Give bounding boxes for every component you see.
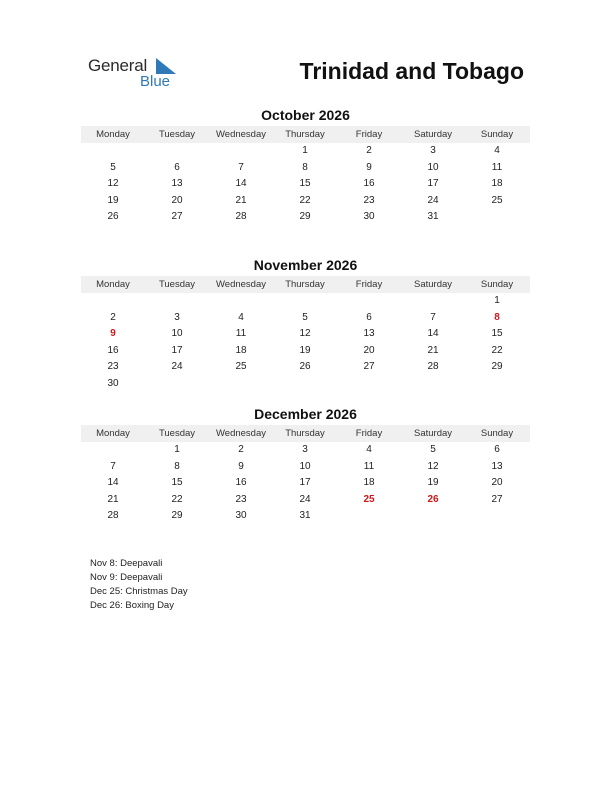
day-cell: 7 [238, 161, 244, 173]
day-cell: 1 [494, 295, 500, 306]
day-cell: 28 [427, 361, 439, 372]
empty-day-cell [273, 376, 337, 393]
day-cell: 30 [363, 211, 375, 222]
day-cell: 14 [235, 178, 247, 189]
day-cell: 26 [299, 361, 311, 372]
day-cell: 31 [299, 510, 311, 521]
month-november [81, 256, 530, 392]
weekday-label: Tuesday [158, 428, 196, 439]
day-cell: 11 [491, 161, 503, 173]
empty-day-cell [337, 376, 401, 393]
holiday-day-cell: 25 [363, 493, 375, 505]
day-cell: 5 [302, 311, 308, 323]
empty-day-cell [81, 293, 145, 310]
day-cell: 11 [363, 460, 375, 472]
day-cell: 22 [171, 493, 183, 505]
holiday-note: Dec 26: Boxing Day [90, 600, 174, 611]
day-cell: 30 [107, 377, 119, 389]
day-cell: 17 [427, 178, 439, 189]
day-cell: 20 [171, 194, 183, 206]
week-row [81, 492, 530, 509]
empty-day-cell [401, 293, 465, 310]
day-cell: 14 [107, 477, 119, 488]
weekday-header-row [81, 126, 530, 143]
weekday-label: Saturday [413, 428, 453, 439]
day-cell: 27 [171, 211, 183, 222]
holiday-notes [90, 557, 188, 613]
month-title: November 2026 [253, 257, 358, 273]
empty-day-cell [465, 209, 529, 226]
weekday-label: Tuesday [158, 279, 196, 290]
day-cell: 23 [363, 194, 375, 206]
weekday-label: Friday [355, 129, 383, 140]
month-title: October 2026 [261, 107, 350, 123]
week-row [81, 376, 530, 393]
weekday-label: Friday [355, 428, 383, 439]
day-cell: 17 [171, 344, 183, 356]
country-title: Trinidad and Tobago [299, 58, 524, 84]
week-row [81, 176, 530, 193]
day-cell: 14 [427, 328, 439, 339]
empty-day-cell [145, 376, 209, 393]
week-row [81, 326, 530, 343]
day-cell: 12 [299, 328, 311, 339]
day-cell: 19 [107, 194, 119, 206]
empty-day-cell [145, 293, 209, 310]
month-october [81, 106, 530, 226]
day-cell: 17 [299, 477, 311, 488]
holiday-note: Nov 9: Deepavali [90, 572, 163, 583]
empty-day-cell [209, 293, 273, 310]
day-cell: 13 [363, 328, 375, 339]
day-cell: 7 [110, 460, 116, 472]
empty-day-cell [401, 376, 465, 393]
day-cell: 20 [363, 344, 375, 356]
day-cell: 28 [235, 211, 247, 222]
day-cell: 24 [427, 194, 439, 206]
weekday-label: Saturday [413, 279, 453, 290]
logo-flag-icon [156, 58, 176, 74]
empty-day-cell [337, 508, 401, 525]
day-cell: 2 [238, 444, 244, 455]
day-cell: 13 [491, 460, 503, 472]
empty-day-cell [209, 143, 273, 160]
weekday-label: Monday [96, 428, 130, 439]
empty-day-cell [401, 508, 465, 525]
day-cell: 27 [491, 493, 503, 505]
weekday-label: Wednesday [216, 428, 266, 439]
day-cell: 15 [299, 178, 311, 189]
day-cell: 19 [299, 344, 311, 356]
weekday-label: Thursday [285, 129, 325, 140]
day-cell: 26 [107, 211, 119, 222]
day-cell: 4 [366, 444, 372, 455]
day-cell: 25 [235, 361, 247, 372]
holiday-day-cell: 9 [110, 328, 116, 339]
holiday-day-cell: 8 [494, 311, 500, 323]
day-cell: 21 [427, 344, 439, 356]
weekday-label: Sunday [480, 279, 514, 290]
day-cell: 12 [107, 178, 119, 189]
day-cell: 24 [299, 493, 311, 505]
day-cell: 7 [430, 311, 436, 323]
weekday-label: Wednesday [216, 129, 266, 140]
day-cell: 18 [363, 477, 375, 488]
weekday-label: Monday [96, 129, 130, 140]
day-cell: 2 [366, 145, 372, 156]
day-cell: 15 [171, 477, 183, 488]
weekday-header-row [81, 276, 530, 293]
day-cell: 29 [491, 361, 503, 372]
day-cell: 29 [299, 211, 311, 222]
week-row [81, 310, 530, 327]
month-title: December 2026 [254, 406, 357, 422]
weekday-label: Saturday [413, 129, 453, 140]
weekday-label: Sunday [480, 129, 514, 140]
day-cell: 5 [110, 161, 116, 173]
empty-day-cell [337, 293, 401, 310]
day-cell: 21 [107, 493, 119, 505]
weekday-label: Tuesday [158, 129, 196, 140]
day-cell: 10 [299, 460, 311, 472]
day-cell: 6 [366, 311, 372, 323]
week-row [81, 209, 530, 226]
week-row [81, 343, 530, 360]
weekday-label: Thursday [285, 428, 325, 439]
day-cell: 8 [174, 460, 180, 472]
day-cell: 3 [430, 145, 436, 156]
week-row [81, 475, 530, 492]
day-cell: 16 [107, 344, 119, 356]
day-cell: 4 [238, 311, 244, 323]
day-cell: 31 [427, 211, 439, 222]
day-cell: 16 [363, 178, 375, 189]
month-december [81, 405, 530, 525]
day-cell: 13 [171, 178, 183, 189]
day-cell: 11 [235, 328, 247, 339]
week-row [81, 508, 530, 525]
day-cell: 6 [174, 161, 180, 173]
weekday-label: Monday [96, 279, 130, 290]
day-cell: 1 [174, 444, 180, 455]
holiday-note: Dec 25: Christmas Day [90, 586, 188, 597]
day-cell: 12 [427, 460, 439, 472]
day-cell: 9 [238, 460, 244, 472]
weekday-label: Wednesday [216, 279, 266, 290]
day-cell: 18 [235, 344, 247, 356]
week-row [81, 143, 530, 160]
day-cell: 9 [366, 161, 372, 173]
day-cell: 3 [302, 444, 308, 455]
week-row [81, 193, 530, 210]
logo-word-general: General [88, 56, 148, 75]
day-cell: 21 [235, 194, 247, 206]
empty-day-cell [273, 293, 337, 310]
day-cell: 16 [235, 477, 247, 488]
weekday-header-row [81, 425, 530, 442]
day-cell: 2 [110, 311, 116, 323]
empty-day-cell [81, 143, 145, 160]
day-cell: 20 [491, 477, 503, 488]
weekday-label: Thursday [285, 279, 325, 290]
day-cell: 8 [302, 161, 308, 173]
empty-day-cell [145, 143, 209, 160]
day-cell: 28 [107, 510, 119, 521]
empty-day-cell [465, 376, 529, 393]
empty-day-cell [81, 442, 145, 459]
day-cell: 27 [363, 361, 375, 372]
holiday-note: Nov 8: Deepavali [90, 558, 163, 569]
weekday-label: Sunday [480, 428, 514, 439]
day-cell: 22 [491, 344, 503, 356]
day-cell: 19 [427, 477, 439, 488]
day-cell: 5 [430, 444, 436, 455]
day-cell: 22 [299, 194, 311, 206]
week-row [81, 293, 530, 310]
day-cell: 30 [235, 510, 247, 521]
empty-day-cell [209, 376, 273, 393]
day-cell: 18 [491, 178, 503, 189]
day-cell: 4 [494, 145, 500, 156]
day-cell: 23 [235, 493, 247, 505]
holiday-day-cell: 26 [427, 493, 439, 505]
day-cell: 10 [427, 161, 439, 173]
day-cell: 23 [107, 361, 119, 372]
day-cell: 15 [491, 328, 503, 339]
day-cell: 29 [171, 510, 183, 521]
day-cell: 6 [494, 444, 500, 455]
day-cell: 1 [302, 145, 308, 156]
week-row [81, 160, 530, 177]
day-cell: 10 [171, 328, 183, 339]
day-cell: 24 [171, 361, 183, 372]
day-cell: 25 [491, 194, 503, 206]
logo-word-blue: Blue [140, 73, 171, 90]
week-row [81, 442, 530, 459]
empty-day-cell [465, 508, 529, 525]
day-cell: 3 [174, 311, 180, 323]
weekday-label: Friday [355, 279, 383, 290]
week-row [81, 359, 530, 376]
week-row [81, 459, 530, 476]
generalblue-logo [88, 56, 188, 92]
